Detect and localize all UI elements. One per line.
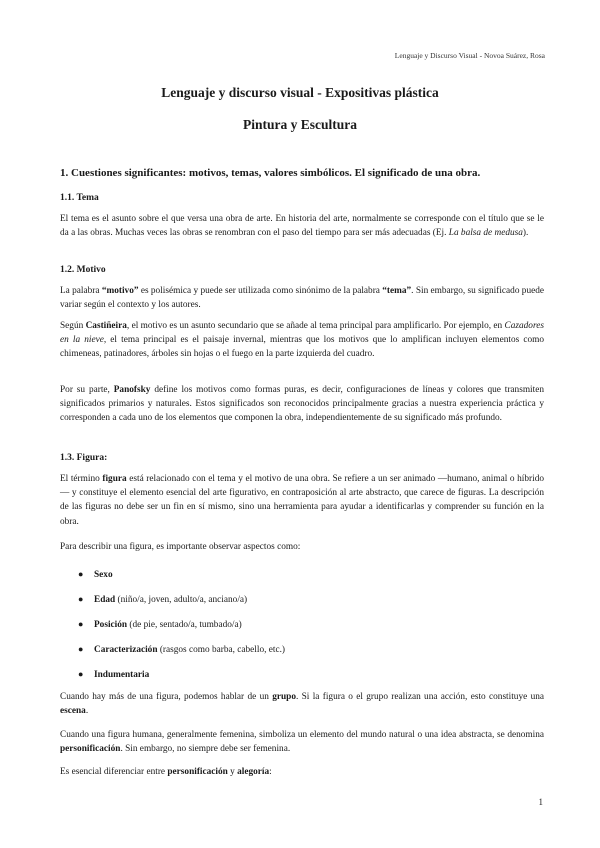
- subsection-heading-figura: 1.3. Figura:: [60, 453, 108, 463]
- subsection-heading-motivo: 1.2. Motivo: [60, 265, 106, 275]
- paragraph-motivo-2: Según Castiñeira, el motivo es un asunto secundario que se añade al tema principal para amplificarlo. Por ejemplo, en Cazadores en la nieve, el tema principal es el paisaje invernal, mientras que los motivos que lo amplifican incluyen elementos como chimeneas, patinadores, árboles sin hojas o el fuego en la parte izquierda del cuadro.: [60, 321, 545, 360]
- running-header: Lenguaje y Discurso Visual - Novoa Suárez, Rosa: [394, 51, 545, 60]
- bullet-icon: ●: [78, 619, 84, 629]
- page-number: 1: [538, 797, 543, 807]
- document-title: Lenguaje y discurso visual - Expositivas plástica: [161, 85, 439, 100]
- list-item: ● Sexo: [78, 569, 113, 580]
- bullet-icon: ●: [78, 644, 84, 654]
- bullet-icon: ●: [78, 669, 84, 679]
- paragraph-tema: El tema es el asunto sobre el que versa una obra de arte. En historia del arte, normalmente se corresponde con el título que se le da a las obras. Muchas veces las obras se renombran con el paso del tiempo para ser más adecuadas (Ej. La balsa de medusa).: [60, 214, 544, 239]
- paragraph-figura-5: Es esencial diferenciar entre personificación y alegoría:: [60, 767, 272, 777]
- paragraph-figura-1: El término figura está relacionado con el tema y el motivo de una obra. Se refiere a un ser animado —humano, animal o híbrido— y constituye el elemento esencial del arte figurativo, en contraposición al arte abstracto, que carece de figuras. La descripción de las figuras no debe ser un fin en sí mismo, sino una herramienta para ayudar a identificarlas y comprender su función en la obra.: [60, 474, 545, 527]
- list-item: ● Caracterización (rasgos como barba, cabello, etc.): [78, 644, 286, 655]
- paragraph-motivo-3: Por su parte, Panofsky define los motivos como formas puras, es decir, configuraciones de líneas y colores que transmiten significados primarios y naturales. Estos significados son reconocidos principalmente gracias a nuestra experiencia práctica y corresponden a cada uno de los elementos que componen la obra, independientemente de su significado más profundo.: [60, 385, 544, 424]
- bullet-icon: ●: [78, 594, 84, 604]
- subsection-heading-tema: 1.1. Tema: [60, 193, 99, 203]
- list-item: ● Indumentaria: [78, 669, 150, 680]
- bullet-icon: ●: [78, 569, 84, 579]
- section-heading: 1. Cuestiones significantes: motivos, temas, valores simbólicos. El significado de una obra.: [60, 167, 481, 179]
- paragraph-figura-3: Cuando hay más de una figura, podemos hablar de un grupo. Si la figura o el grupo realizan una acción, esto constituye una escena.: [60, 692, 544, 717]
- document-subtitle: Pintura y Escultura: [242, 117, 357, 132]
- paragraph-figura-4: Cuando una figura humana, generalmente femenina, simboliza un elemento del mundo natural o una idea abstracta, se denomina personificación. Sin embargo, no siempre debe ser femenina.: [60, 730, 544, 755]
- list-item: ● Edad (niño/a, joven, adulto/a, anciano/a): [78, 594, 248, 605]
- example-title: La balsa de medusa: [448, 228, 523, 239]
- paragraph-figura-2: Para describir una figura, es importante observar aspectos como:: [60, 542, 301, 552]
- list-item: ● Posición (de pie, sentado/a, tumbado/a): [78, 619, 242, 630]
- paragraph-motivo-1: La palabra “motivo” es polisémica y puede ser utilizada como sinónimo de la palabra “tema”. Sin embargo, su significado puede variar según el contexto y los autores.: [60, 286, 544, 311]
